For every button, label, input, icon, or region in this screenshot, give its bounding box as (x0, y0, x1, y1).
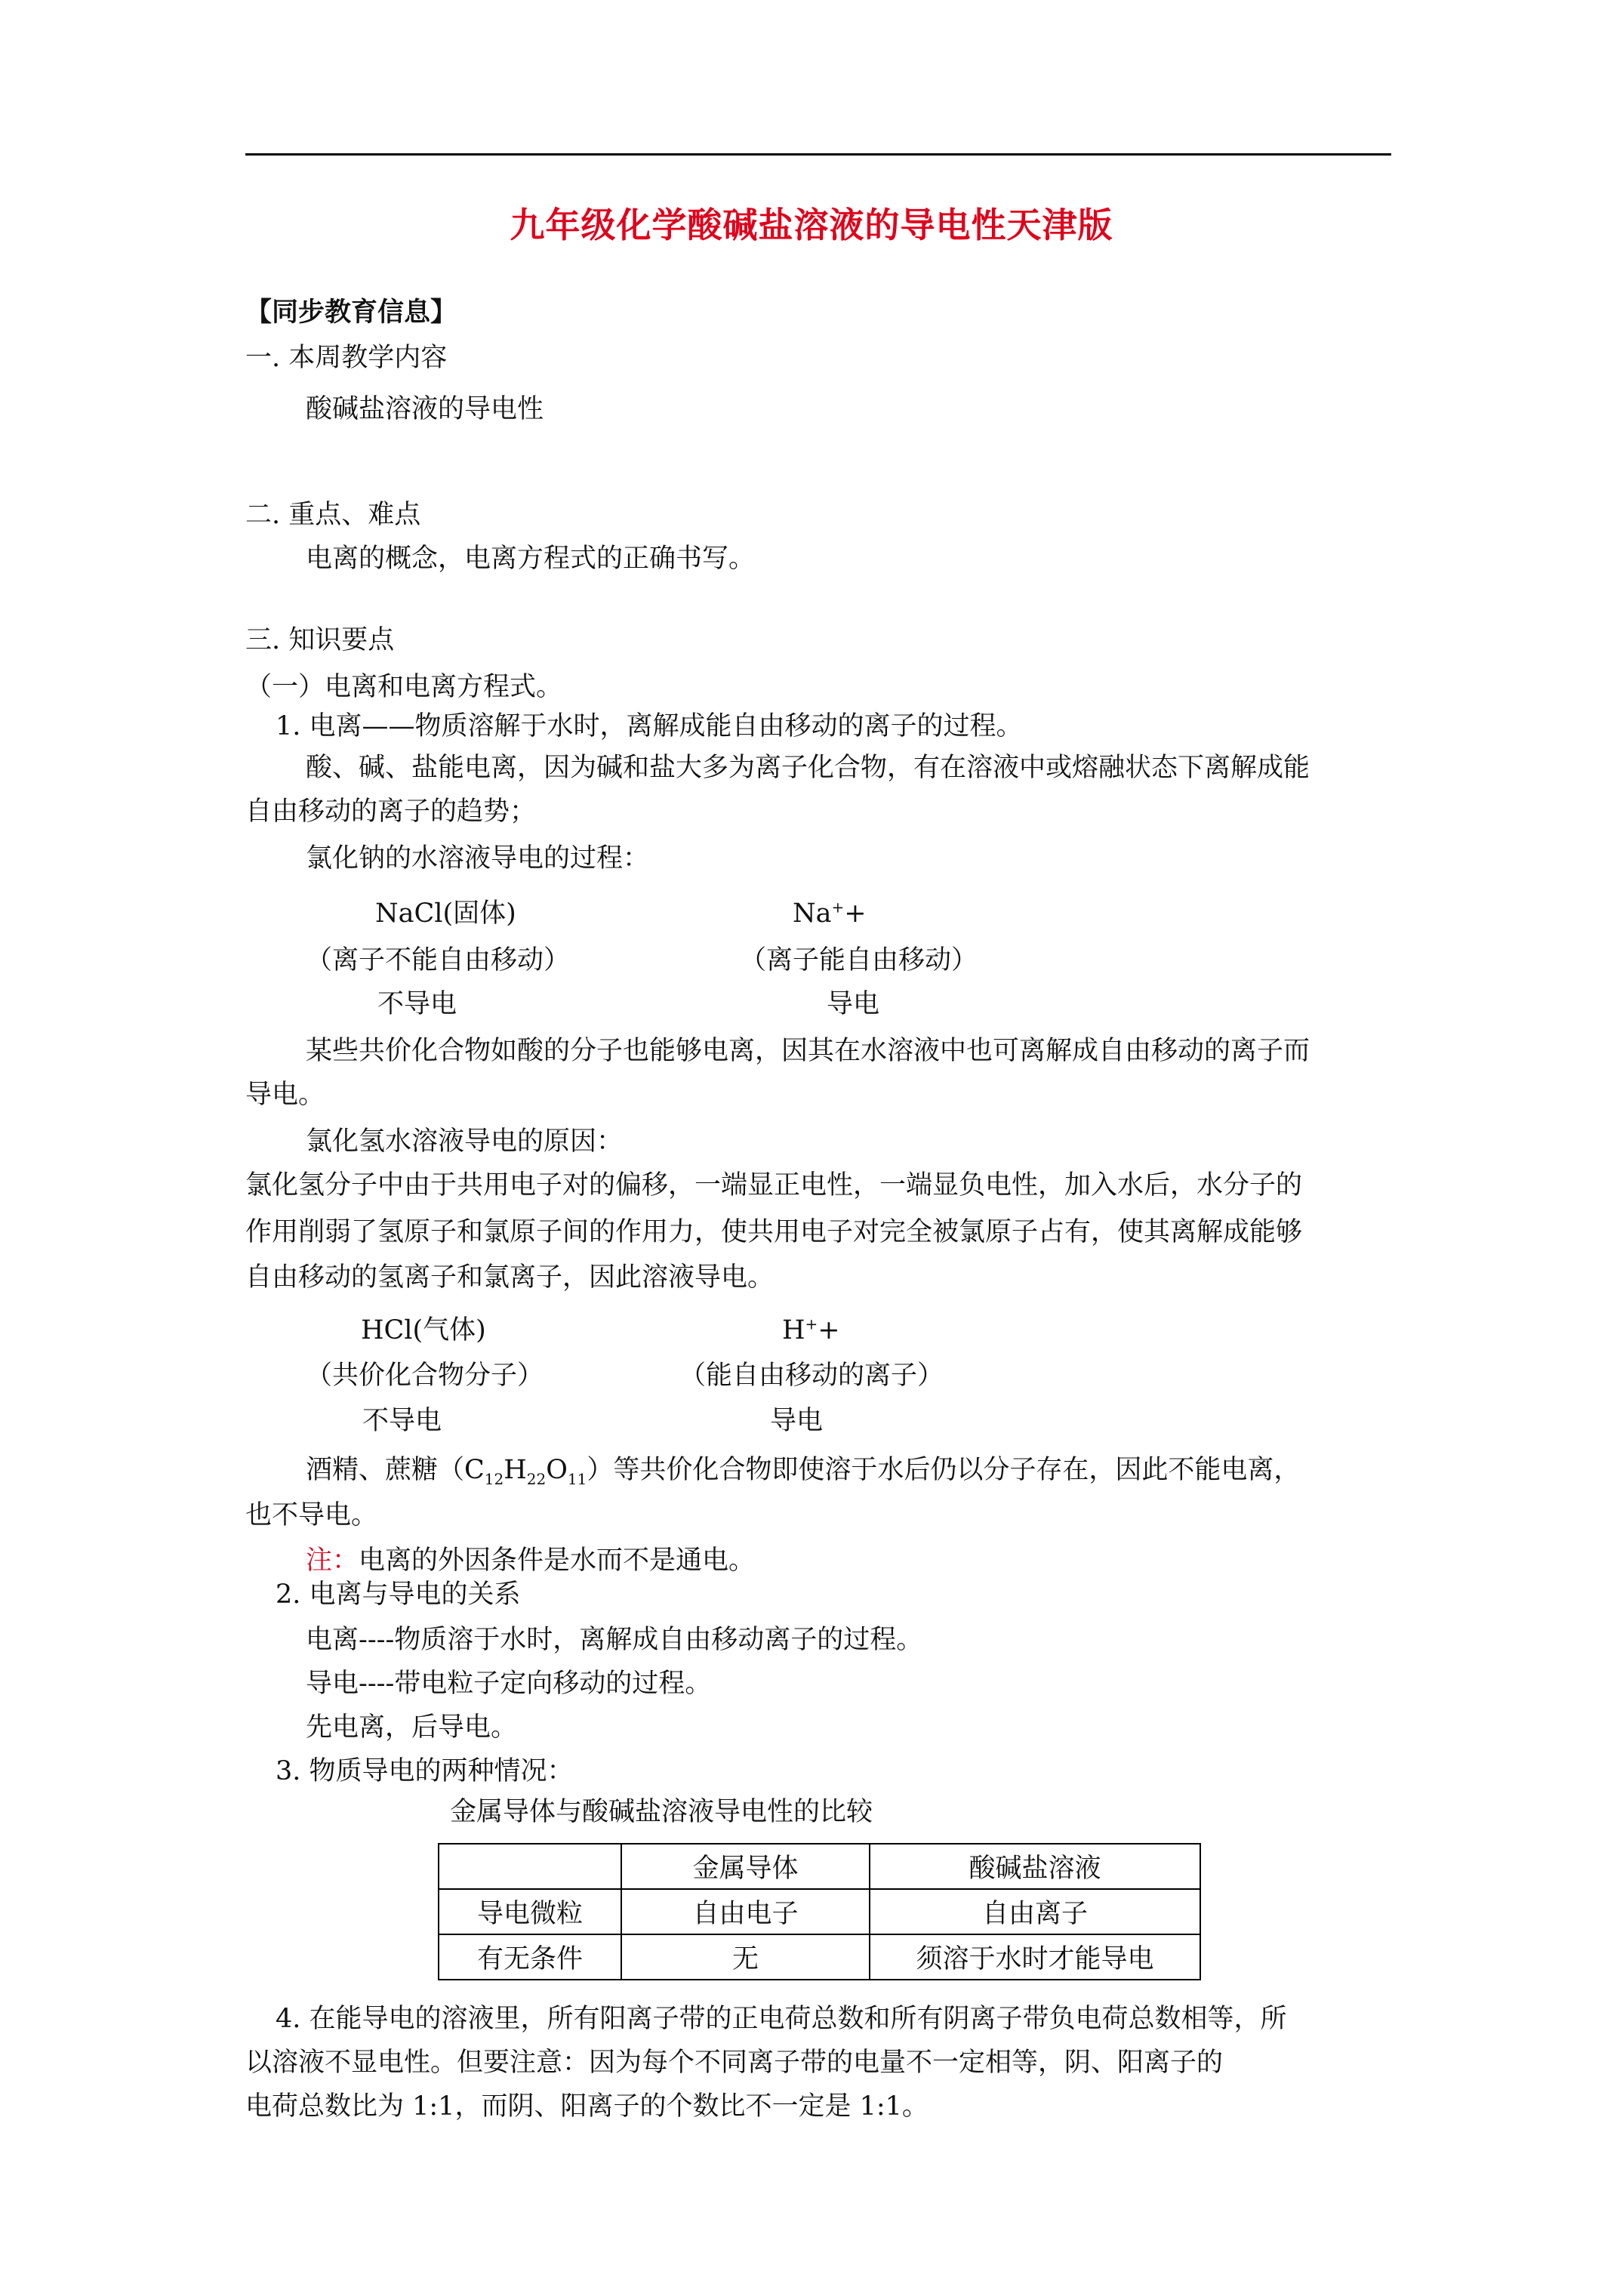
heading-knowledge: 三. 知识要点 (245, 625, 395, 655)
table-header-cell (439, 1844, 621, 1889)
paragraph-hcl-reason-1: 氯化氢分子中由于共用电子对的偏移，一端显正电性，一端显负电性，加入水后，水分子的 (245, 1170, 1303, 1200)
table-cell: 自由电子 (621, 1889, 870, 1934)
paragraph-order: 先电离，后导电。 (306, 1712, 518, 1743)
paragraph-hcl-reason-2: 作用削弱了氢原子和氯原子间的作用力，使共用电子对完全被氯原子占有，使其离解成能够 (245, 1217, 1303, 1247)
note (306, 1544, 755, 1577)
paragraph-ionization-def2: 电离----物质溶于水时，离解成自由移动离子的过程。 (306, 1625, 923, 1655)
paragraph-nacl-intro: 氯化钠的水溶液导电的过程： (306, 843, 650, 874)
table-header-row (439, 1844, 1200, 1889)
document-title: 九年级化学酸碱盐溶液的导电性天津版 (510, 205, 1113, 245)
table-row (439, 1934, 1200, 1980)
paragraph-covalent-cont: 导电。 (245, 1080, 325, 1110)
nacl-reactant-conductivity: 不导电 (377, 989, 457, 1019)
paragraph-conduction-def: 导电----带电粒子定向移动的过程。 (306, 1669, 712, 1699)
table-cell: 自由离子 (870, 1889, 1200, 1934)
paragraph-covalent: 某些共价化合物如酸的分子也能够电离，因其在水溶液中也可离解成自由移动的离子而 (306, 1036, 1310, 1066)
heading-teaching-content: 一. 本周教学内容 (245, 343, 448, 373)
hcl-reactant: HCl(气体) (361, 1315, 486, 1345)
table-cell: 导电微粒 (439, 1889, 621, 1934)
heading-two-cases: 3. 物质导电的两种情况： (276, 1756, 574, 1786)
paragraph-ionization-def: 1. 电离——物质溶解于水时，离解成能自由移动的离子的过程。 (276, 711, 1023, 741)
hcl-products: H++ (782, 1314, 840, 1345)
paragraph-acid-base-salt: 酸、碱、盐能电离，因为碱和盐大多为离子化合物，有在溶液中或熔融状态下离解成能 (306, 753, 1310, 783)
top-rule (245, 153, 1391, 156)
paragraph-hcl-reason-3: 自由移动的氢离子和氯离子，因此溶液导电。 (245, 1262, 775, 1293)
nacl-products-conductivity: 导电 (827, 989, 880, 1019)
table-header-cell: 酸碱盐溶液 (870, 1844, 1200, 1889)
paragraph-neutrality-2: 以溶液不显电性。但要注意：因为每个不同离子带的电量不一定相等，阴、阳离子的 (245, 2048, 1224, 2078)
paragraph-neutrality-1: 4. 在能导电的溶液里，所有阳离子带的正电荷总数和所有阴离子带负电荷总数相等，所 (276, 2004, 1287, 2034)
paragraph-alcohol-sugar-cont: 也不导电。 (245, 1500, 378, 1530)
table-header-cell: 金属导体 (621, 1844, 870, 1889)
teaching-content-text: 酸碱盐溶液的导电性 (306, 394, 544, 424)
section-header: 【同步教育信息】 (245, 297, 457, 328)
hcl-products-note: （能自由移动的离子） (679, 1361, 944, 1391)
table-row (439, 1889, 1200, 1934)
hcl-products-conductivity: 导电 (770, 1406, 824, 1436)
nacl-reactant: NaCl(固体) (375, 898, 516, 929)
subheading-ionization: （一）电离和电离方程式。 (245, 672, 563, 702)
table-cell: 须溶于水时才能导电 (870, 1934, 1200, 1980)
table-cell: 无 (621, 1934, 870, 1980)
paragraph-neutrality-3: 电荷总数比为 1:1，而阴、阳离子的个数比不一定是 1:1。 (245, 2091, 929, 2122)
paragraph-hcl-intro: 氯化氢水溶液导电的原因： (306, 1126, 624, 1157)
nacl-reactant-note: （离子不能自由移动） (306, 945, 571, 975)
paragraph-acid-base-salt-cont: 自由移动的离子的趋势； (245, 797, 537, 827)
hcl-reactant-note: （共价化合物分子） (306, 1361, 544, 1391)
nacl-products-note: （离子能自由移动） (740, 945, 978, 975)
table-caption: 金属导体与酸碱盐溶液导电性的比较 (450, 1797, 873, 1827)
heading-key-points: 二. 重点、难点 (245, 500, 421, 530)
key-points-text: 电离的概念，电离方程式的正确书写。 (306, 544, 756, 574)
nacl-products: Na++ (793, 898, 867, 929)
table-cell: 有无条件 (439, 1934, 621, 1980)
hcl-reactant-conductivity: 不导电 (362, 1406, 442, 1436)
heading-ionization-vs-conduction: 2. 电离与导电的关系 (276, 1579, 521, 1610)
comparison-table (438, 1843, 1201, 1980)
note-text: 电离的外因条件是水而不是通电。 (359, 1546, 756, 1576)
note-label: 注： (306, 1546, 359, 1576)
paragraph-alcohol-sugar: 酒精、蔗糖$(C_{12}H_{22}O_{11})$等共价化合物即使溶于水后仍以分子存在，因此不能电离， (306, 1455, 1301, 1488)
